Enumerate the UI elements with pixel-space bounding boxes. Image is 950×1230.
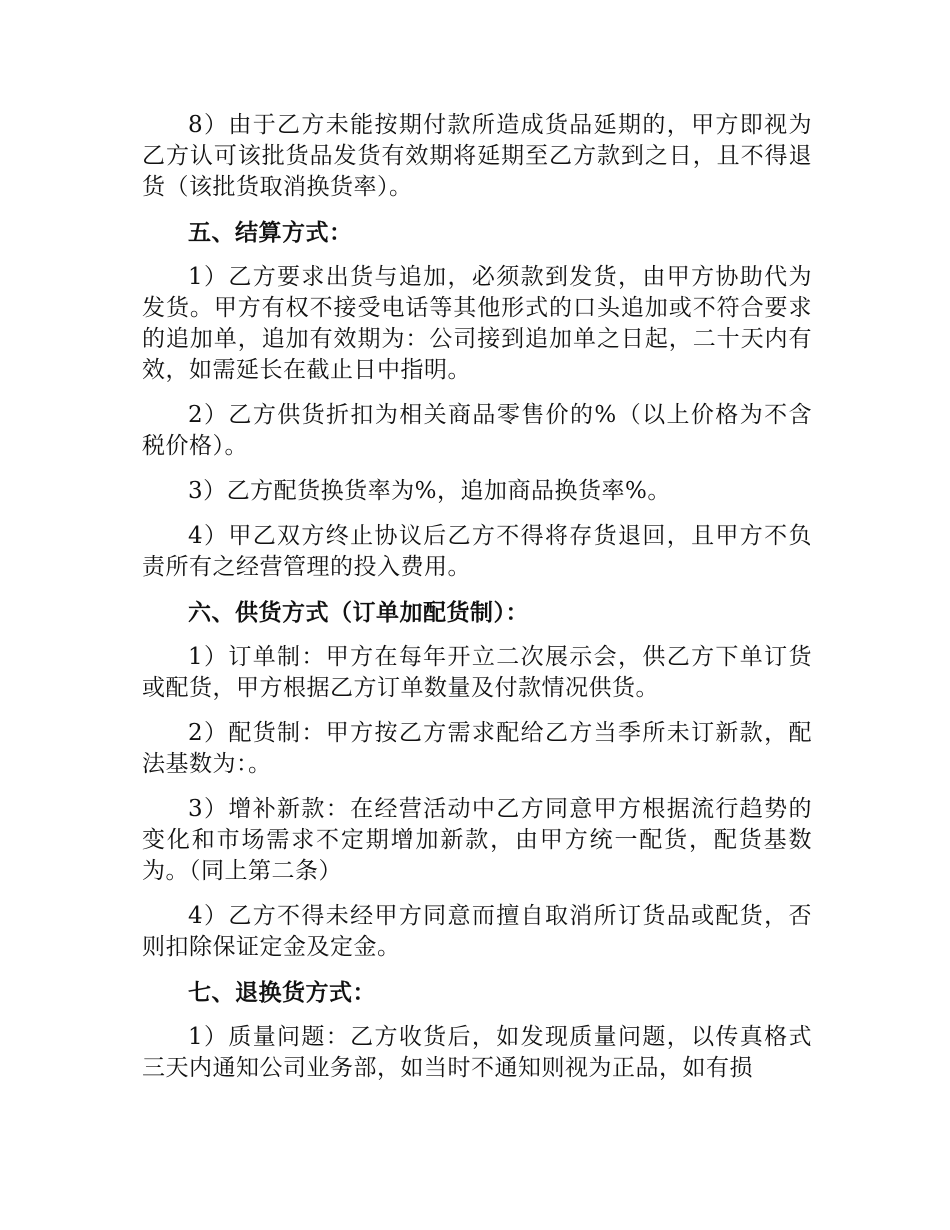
- clause-returns-1: 1）质量问题：乙方收货后，如发现质量问题，以传真格式三天内通知公司业务部，如当时不通知则视为正品，如有损: [142, 1024, 812, 1081]
- clause-supply-2: 2）配货制：甲方按乙方需求配给乙方当季所未订新款，配法基数为：。: [142, 720, 812, 777]
- clause-settlement-2: 2）乙方供货折扣为相关商品零售价的%（以上价格为不含税价格）。: [142, 402, 812, 459]
- clause-settlement-3: 3）乙方配货换货率为%，追加商品换货率%。: [188, 478, 671, 504]
- clause-settlement-4: 4）甲乙双方终止协议后乙方不得将存货退回，且甲方不负责所有之经营管理的投入费用。: [142, 523, 812, 580]
- clause-settlement-1: 1）乙方要求出货与追加，必须款到发货，由甲方协助代为发货。甲方有权不接受电话等其他形式的口头追加或不符合要求的追加单，追加有效期为：公司接到追加单之日起，二十天内有效，如需延长在截止日中指明。: [142, 264, 812, 383]
- document-page: [142, 110, 812, 1098]
- section-heading-settlement: 五、结算方式：: [188, 219, 353, 246]
- clause-supply-3: 3）增补新款：在经营活动中乙方同意甲方根据流行趋势的变化和市场需求不定期增加新款，由甲方统一配货，配货基数为。（同上第二条）: [142, 796, 812, 884]
- clause-supply-1: 1）订单制：甲方在每年开立二次展示会，供乙方下单订货或配货，甲方根据乙方订单数量及付款情况供货。: [142, 644, 812, 701]
- section-heading-supply: 六、供货方式（订单加配货制）：: [188, 599, 529, 626]
- clause-supply-4: 4）乙方不得未经甲方同意而擅自取消所订货品或配货，否则扣除保证定金及定金。: [142, 903, 812, 960]
- clause-8-payment-delay: 8）由于乙方未能按期付款所造成货品延期的，甲方即视为乙方认可该批货品发货有效期将延期至乙方款到之日，且不得退货（该批货取消换货率）。: [142, 112, 812, 200]
- section-heading-returns: 七、退换货方式：: [188, 979, 376, 1006]
